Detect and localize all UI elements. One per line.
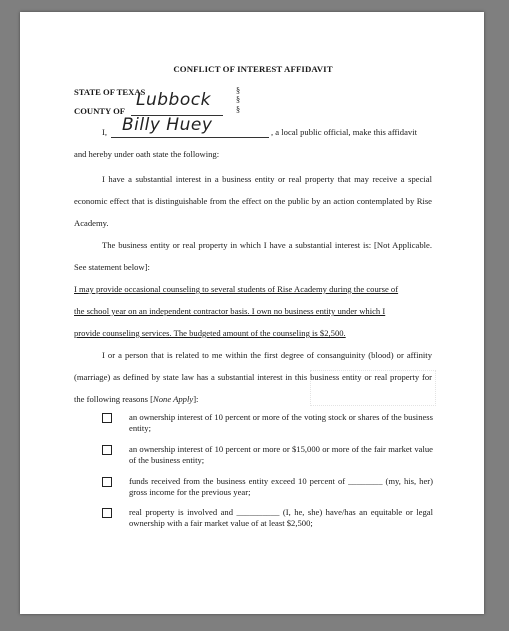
statement-line: I may provide occasional counseling to several students of Rise Academy during the course of [74, 284, 399, 294]
checkbox-real-property[interactable] [102, 508, 112, 518]
para2-text: The business entity or real property in which I have a substantial interest is: [Not Applicable. See statement below]: [74, 240, 432, 272]
checkbox-ownership-market-value[interactable] [102, 445, 112, 455]
page-title: CONFLICT OF INTEREST AFFIDAVIT [173, 64, 333, 74]
checkbox-label: real property is involved and __________ (I, he, she) have/has an equitable or legal ownership with a fair market value of at least $2,500; [129, 507, 433, 528]
county-handwritten-value: Lubbock [136, 90, 211, 110]
statement-block [74, 278, 432, 344]
para3-text: I or a person that is related to me within the first degree of consanguinity (blood) or affinity (marriage) as defined by state law has a substantial interest in this business entity or real property for the following reasons [ [74, 350, 432, 404]
section-mark: § [236, 86, 241, 95]
checkbox-label: funds received from the business entity exceed 10 percent of ________ (my, his, her) gross income for the previous year; [129, 476, 433, 497]
state-label: STATE OF TEXAS [74, 87, 146, 97]
section-marks [236, 86, 240, 114]
name-blank-line [111, 137, 269, 138]
document-page [20, 12, 484, 614]
checkbox-label: an ownership interest of 10 percent or more of the voting stock or shares of the business entity; [129, 412, 433, 433]
checkbox-label: an ownership interest of 10 percent or more or $15,000 or more of the fair market value of the business entity; [129, 444, 433, 465]
checkbox-funds-received[interactable] [102, 477, 112, 487]
paragraph-related-person [74, 344, 432, 410]
section-mark: § [236, 95, 241, 105]
paragraph-business-entity [74, 234, 432, 278]
statement-line: provide counseling services. The budgeted amount of the counseling is $2,500. [74, 328, 346, 338]
affiant-handwritten-name: Billy Huey [122, 115, 213, 135]
statement-line: the school year on an independent contractor basis. I own no business entity under which I [74, 306, 386, 316]
affiant-line-2: and hereby under oath state the following: [74, 149, 220, 159]
venue-block [74, 85, 432, 119]
para1-text: I have a substantial interest in a business entity or real property that may receive a special economic effect that is distinguishable from the effect on the public by an action contemplated by Rise Academy. [74, 174, 432, 228]
affiant-suffix: , a local public official, make this affidavit [271, 127, 417, 137]
paragraph-substantial-interest [74, 168, 432, 234]
para3-end: ]: [193, 394, 199, 404]
affiant-prefix: I, [102, 127, 108, 137]
section-mark: § [236, 104, 241, 114]
county-label: COUNTY OF [74, 106, 126, 116]
para3-italic: None Apply [153, 394, 194, 404]
checkbox-ownership-voting[interactable] [102, 413, 112, 423]
